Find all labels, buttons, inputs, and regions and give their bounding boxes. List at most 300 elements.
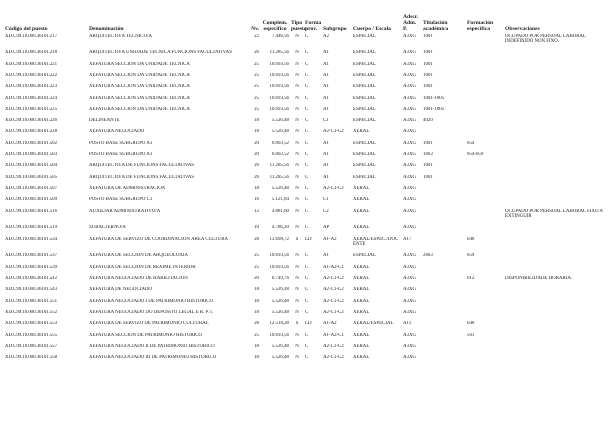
cell-forma: C	[305, 73, 309, 78]
table-row	[4, 73, 610, 84]
cell-adscripcion: A3XG	[403, 309, 417, 315]
table-row	[4, 50, 610, 61]
cell-denominacion: XEFATURA SECCIÓN DA UNIDADE TÉCNICA	[89, 106, 190, 112]
cell-nivel: 26	[254, 163, 259, 169]
cell-denominacion: XEFATURA NEGOCIADO	[89, 129, 145, 135]
cell-cuerpo: XERAL	[353, 129, 370, 135]
cell-subgrupo: A1-A2-C1	[323, 264, 344, 270]
table-row	[4, 253, 610, 264]
header-adscripcion	[402, 14, 422, 34]
cell-subgrupo: A1	[323, 106, 329, 112]
cell-denominacion: POSTO BASE SUBGRUPO A1	[89, 152, 153, 158]
cell-nivel: 20	[254, 152, 259, 158]
cell-complemento: 5.526,48	[271, 298, 289, 304]
cell-denominacion: XEFATURA DE SERVIZO DE PATRIMONIO CULTURAL	[89, 321, 209, 327]
cell-subgrupo: A1	[323, 61, 329, 67]
cell-complemento: 5.526,48	[271, 287, 289, 293]
cell-forma: C	[305, 140, 309, 146]
cell-formacion	[466, 209, 504, 226]
cell-observaciones	[504, 118, 610, 129]
cell-observaciones: OCUPADO POR PERSOAL LABORAL INDEFINIDO NON FIXO.	[505, 33, 586, 45]
cell-adscripcion: A3XG	[403, 129, 417, 135]
cell-forma: C	[305, 298, 309, 304]
cell-formacion	[466, 73, 504, 84]
cell-forma: C	[305, 163, 309, 169]
cell-denominacion: XEFATURA SECCIÓN DA UNIDADE TÉCNICA	[89, 61, 190, 67]
cell-titulacion	[422, 310, 466, 321]
cell-cuerpo: XERAL	[353, 185, 370, 191]
cell-forma: C	[305, 276, 309, 282]
table-row	[4, 84, 610, 95]
cell-cuerpo: XERAL	[353, 264, 370, 270]
cell-observaciones	[504, 62, 610, 73]
header-tipo-line1: Tipo	[291, 20, 303, 27]
cell-observaciones	[504, 344, 610, 355]
cell-observaciones	[504, 96, 610, 107]
cell-codigo: XD.C99.10.000.36101.555	[5, 332, 57, 338]
cell-titulacion	[422, 186, 466, 197]
cell-forma: C	[305, 61, 309, 67]
header-forma	[304, 14, 322, 34]
cell-denominacion: XEFATURA DE NEGOCIADO	[89, 287, 152, 293]
table-row	[4, 197, 610, 208]
cell-observaciones	[504, 333, 610, 344]
cell-cuerpo: ESPECIAL	[353, 95, 376, 101]
cell-forma: C	[305, 129, 309, 135]
cell-subgrupo: C2	[323, 208, 329, 214]
cell-denominacion: XEFATURA DE SECCIÓN DE ARQUEOLOXÍA	[89, 253, 189, 259]
cell-cuerpo: ESPECIAL	[353, 84, 376, 90]
cell-nivel: 20	[254, 276, 259, 282]
cell-formacion	[466, 186, 504, 197]
cell-nivel: 28	[254, 321, 259, 327]
header-tipo	[290, 14, 307, 34]
cell-tipo: N	[295, 61, 299, 67]
cell-complemento: 10.693,56	[269, 264, 289, 270]
cell-titulacion	[422, 276, 466, 287]
cell-subgrupo: A2-C1-C2	[323, 298, 344, 304]
cell-adscripcion: A3XG	[403, 73, 417, 78]
cell-cuerpo: XERAL	[353, 208, 370, 214]
cell-tipo: N	[295, 50, 299, 56]
cell-complemento: 6.003,52	[271, 140, 289, 146]
cell-forma: C	[305, 174, 309, 180]
cell-codigo: XD.C99.10.000.36101.504	[5, 163, 57, 169]
cell-subgrupo: A2-C1-C2	[323, 185, 344, 191]
cell-codigo: XD.C99.10.000.36101.509	[5, 197, 57, 203]
cell-titulacion	[422, 333, 466, 344]
cell-adscripcion: A3XG	[403, 287, 417, 293]
cell-adscripcion: A3XG	[403, 355, 417, 361]
cell-complemento: 4.881,60	[271, 208, 289, 214]
cell-nivel: 18	[254, 287, 259, 293]
cell-forma: C	[305, 152, 309, 158]
cell-complemento: 11.285,56	[269, 174, 289, 180]
cell-complemento: 10.693,56	[269, 332, 289, 338]
cell-cuerpo: ESPECIAL	[353, 61, 376, 67]
cell-titulacion	[422, 321, 466, 332]
header-forma-line2: prov.	[305, 26, 318, 33]
cell-cuerpo: ESPECIAL	[353, 253, 376, 259]
cell-tipo: N	[295, 174, 299, 180]
table-row	[4, 225, 610, 236]
cell-tipo: N	[295, 197, 299, 203]
cell-adscripcion: A3XG	[403, 140, 417, 146]
cell-nivel: 18	[254, 118, 259, 124]
cell-denominacion: XEFATURA SECCIÓN DA UNIDADE TÉCNICA	[89, 95, 190, 101]
cell-nivel: 26	[254, 174, 259, 180]
cell-denominacion: XEFATURA NEGOCIADO DE HABILITACIÓN	[89, 276, 188, 282]
cell-adscripcion: A3XG	[403, 33, 417, 39]
cell-formacion	[466, 225, 504, 236]
cell-denominacion: XEFATURA DE ADMINISTRACIÓN	[89, 185, 166, 191]
cell-tipo: N	[295, 298, 299, 304]
cell-complemento: 5.526,48	[271, 185, 289, 191]
cell-codigo: XD.C99.10.000.36101.553	[5, 321, 57, 327]
cell-subgrupo: A2-C1-C2	[323, 355, 344, 361]
table-row	[4, 141, 610, 152]
cell-subgrupo: A1	[323, 84, 329, 90]
cell-denominacion: XEFATURA NEGOCIADO DO DEPÓSITO LEGAL E R. P. I.	[89, 309, 213, 315]
cell-nivel: 25	[254, 61, 259, 67]
cell-codigo: XD.C99.10.000.36101.537	[5, 253, 57, 259]
cell-cuerpo: XERAL/ESPECIAL	[353, 321, 394, 327]
cell-cuerpo: ESPECIAL	[353, 50, 376, 56]
cell-cuerpo: ESPECIAL	[353, 163, 376, 169]
cell-codigo: XD.C99.10.000.36101.225	[5, 106, 57, 112]
header-titulacion-line2: académica	[423, 26, 449, 33]
header-tipo-line2: puesto	[291, 26, 307, 33]
table-row	[4, 96, 610, 107]
cell-formacion: 640	[467, 236, 475, 242]
cell-complemento: 6.749,76	[271, 276, 289, 282]
cell-cuerpo: ESPECIAL	[353, 152, 376, 158]
cell-titulacion: 1001	[423, 61, 433, 67]
cell-codigo: XD.C99.10.000.36101.228	[5, 129, 57, 135]
cell-observaciones	[504, 141, 610, 152]
cell-complemento: 10.693,56	[269, 253, 289, 259]
cell-complemento: 5.526,48	[271, 343, 289, 349]
cell-formacion	[466, 344, 504, 355]
cell-nivel: 18	[254, 298, 259, 304]
cell-titulacion: 1001	[423, 140, 433, 146]
cell-adscripcion: A17	[403, 236, 412, 242]
table-row	[4, 62, 610, 73]
cell-adscripcion: A3XG	[403, 95, 417, 101]
cell-formacion: 012	[467, 276, 475, 282]
header-observaciones: Observaciones	[505, 26, 540, 33]
table-row	[4, 321, 610, 332]
header-codigo: Código del puesto	[5, 26, 48, 33]
positions-table	[4, 14, 610, 366]
cell-denominacion: POSTO BASE SUBGRUPO A1	[89, 140, 153, 146]
cell-tipo: N	[295, 287, 299, 293]
cell-formacion: 054	[467, 140, 475, 146]
cell-observaciones	[504, 355, 610, 366]
table-row	[4, 175, 610, 186]
header-adscripcion-line2: Adm. P.	[403, 20, 417, 33]
cell-adscripcion: A3XG	[403, 264, 417, 270]
cell-formacion: 501	[467, 332, 475, 338]
cell-subgrupo: A2-C1-C2	[323, 129, 344, 135]
cell-titulacion	[422, 237, 466, 254]
cell-observaciones	[504, 129, 610, 140]
cell-complemento: 6.003,52	[271, 152, 289, 158]
cell-tipo: N	[295, 309, 299, 315]
cell-complemento: 5.121,84	[271, 197, 289, 203]
cell-tipo: S	[295, 236, 299, 242]
cell-observaciones	[504, 321, 610, 332]
cell-nivel: 12	[254, 208, 259, 214]
cell-codigo: XD.C99.10.000.36101.503	[5, 152, 57, 158]
cell-complemento: 5.526,48	[271, 309, 289, 315]
cell-adscripcion: A3XG	[403, 332, 417, 338]
cell-subgrupo: A1	[323, 95, 329, 101]
cell-denominacion: ARQUITECTO/A DE FUNCIÓNS FACULTATIVAS	[89, 163, 194, 169]
cell-cuerpo: ESPECIAL	[353, 140, 376, 146]
cell-tipo: S	[295, 321, 299, 327]
cell-forma: C	[305, 343, 309, 349]
cell-titulacion: 1001	[423, 50, 433, 56]
cell-observaciones	[504, 287, 610, 298]
cell-titulacion: 2663	[423, 253, 433, 259]
cell-nivel: 25	[254, 95, 259, 101]
cell-titulacion	[422, 197, 466, 208]
table-row	[4, 186, 610, 197]
cell-denominacion: SUBALTERNO/A	[89, 225, 126, 231]
cell-formacion	[466, 197, 504, 208]
cell-forma: LD	[305, 236, 312, 242]
cell-adscripcion: A3XG	[403, 185, 417, 191]
cell-complemento: 12.518,28	[269, 321, 289, 327]
cell-tipo: N	[295, 129, 299, 135]
table-header-row	[4, 14, 610, 34]
cell-observaciones	[504, 253, 610, 264]
cell-tipo: N	[295, 343, 299, 349]
cell-forma: C	[305, 106, 309, 112]
cell-observaciones	[504, 265, 610, 276]
cell-tipo: N	[295, 95, 299, 101]
cell-tipo: N	[295, 332, 299, 338]
cell-nivel: 25	[254, 253, 259, 259]
table-row	[4, 333, 610, 344]
header-formacion-line1: Formación	[467, 20, 494, 27]
cell-titulacion: 1001	[423, 33, 433, 39]
cell-nivel: 16	[254, 197, 259, 203]
cell-nivel: 25	[254, 264, 259, 270]
cell-adscripcion: A3XG	[403, 61, 417, 67]
table-row	[4, 344, 610, 355]
cell-denominacion: AUXILIAR ADMINISTRATIVO/A	[89, 208, 161, 214]
cell-forma: C	[305, 355, 309, 361]
header-formacion	[466, 14, 504, 34]
cell-observaciones	[504, 175, 610, 186]
header-nivel: Nv.	[251, 26, 259, 33]
cell-cuerpo: XERAL	[353, 343, 370, 349]
cell-tipo: N	[295, 185, 299, 191]
cell-nivel: 25	[254, 73, 259, 78]
cell-titulacion: 1001	[423, 174, 433, 180]
cell-nivel: 10	[254, 225, 259, 231]
cell-cuerpo: XERAL	[353, 355, 370, 361]
cell-complemento: 13.698,72	[269, 236, 289, 242]
cell-nivel: 25	[254, 332, 259, 338]
cell-adscripcion: A3XG	[403, 152, 417, 158]
cell-codigo: XD.C99.10.000.36101.558	[5, 355, 57, 361]
cell-adscripcion: A3XG	[403, 225, 417, 231]
cell-forma: C	[305, 287, 309, 293]
cell-observaciones	[504, 237, 610, 254]
cell-adscripcion: A3XG	[403, 253, 417, 259]
cell-denominacion: XEFATURA NEGOCIADO III DE PATRIMONIO HISTÓRICO	[89, 355, 217, 361]
cell-cuerpo: XERAL	[353, 197, 370, 203]
cell-forma: C	[305, 253, 309, 259]
cell-forma: C	[305, 225, 309, 231]
cell-observaciones	[504, 50, 610, 61]
cell-observaciones	[504, 310, 610, 321]
table-row	[4, 299, 610, 310]
table-row	[4, 152, 610, 163]
cell-observaciones	[504, 299, 610, 310]
cell-subgrupo: C1	[323, 197, 329, 203]
cell-formacion	[466, 287, 504, 298]
table-row	[4, 237, 610, 254]
cell-nivel: 18	[254, 355, 259, 361]
header-titulacion	[422, 14, 466, 34]
header-cuerpo: Cuerpo / Escala	[353, 26, 391, 33]
cell-observaciones	[504, 84, 610, 95]
cell-subgrupo: A2-C1-C2	[323, 309, 344, 315]
cell-formacion	[466, 129, 504, 140]
cell-complemento: 11.285,56	[269, 50, 289, 56]
cell-adscripcion: A3XG	[403, 84, 417, 90]
cell-codigo: XD.C99.10.000.36101.218	[5, 50, 57, 56]
cell-adscripcion: A3XG	[403, 174, 417, 180]
cell-formacion	[466, 50, 504, 61]
cell-titulacion	[422, 129, 466, 140]
header-subgrupo: Subgrupo	[323, 26, 347, 33]
cell-codigo: XD.C99.10.000.36101.505	[5, 174, 57, 180]
cell-codigo: XD.C99.10.000.36101.221	[5, 61, 57, 67]
cell-formacion	[466, 163, 504, 174]
cell-adscripcion: A3XG	[403, 298, 417, 304]
cell-tipo: N	[295, 225, 299, 231]
cell-formacion	[466, 175, 504, 186]
cell-nivel: 20	[254, 140, 259, 146]
cell-adscripcion: A3XG	[403, 343, 417, 349]
cell-titulacion: 4020	[423, 118, 433, 124]
cell-forma: C	[305, 197, 309, 203]
cell-titulacion: 1001	[423, 163, 433, 169]
cell-formacion	[466, 299, 504, 310]
cell-formacion: 059	[467, 253, 475, 259]
cell-cuerpo: ESPECIAL	[353, 73, 376, 78]
cell-codigo: XD.C99.10.000.36101.502	[5, 140, 57, 146]
cell-codigo: XD.C99.10.000.36101.217	[5, 33, 57, 39]
cell-formacion: 054-059	[467, 152, 484, 158]
cell-cuerpo: ESPECIAL	[353, 106, 376, 112]
table-row	[4, 287, 610, 298]
cell-titulacion	[422, 344, 466, 355]
cell-denominacion: XEFATURA NEGOCIADO II DE PATRIMONIO HISTÓRICO	[89, 343, 215, 349]
cell-adscripcion: A3XG	[403, 208, 417, 214]
cell-complemento: 10.693,56	[269, 95, 289, 101]
cell-forma: C	[305, 33, 309, 39]
cell-observaciones	[504, 197, 610, 208]
cell-forma: C	[305, 309, 309, 315]
cell-cuerpo: XERAL	[353, 309, 370, 315]
cell-formacion	[466, 265, 504, 276]
table-row	[4, 107, 610, 118]
cell-nivel: 28	[254, 236, 259, 242]
cell-nivel: 26	[254, 50, 259, 56]
cell-denominacion: ARQUITECTO/A TÉCNICO/A	[89, 33, 152, 39]
table-row	[4, 265, 610, 276]
cell-tipo: N	[295, 152, 299, 158]
cell-titulacion	[422, 209, 466, 226]
cell-codigo: XD.C99.10.000.36101.519	[5, 225, 57, 231]
cell-denominacion: XEFATURA SECCIÓN DA UNIDADE TÉCNICA	[89, 73, 190, 78]
cell-observaciones	[504, 225, 610, 236]
cell-formacion	[466, 355, 504, 366]
cell-tipo: N	[295, 118, 299, 124]
cell-subgrupo: A1	[323, 50, 329, 56]
cell-cuerpo: XERAL/ESPEC./DOC ENTE	[353, 236, 399, 248]
cell-subgrupo: A2	[323, 33, 329, 39]
cell-formacion	[466, 118, 504, 129]
cell-complemento: 10.693,56	[269, 61, 289, 67]
cell-titulacion: 1663	[423, 152, 433, 158]
cell-complemento: 10.693,56	[269, 106, 289, 112]
cell-codigo: XD.C99.10.000.36101.539	[5, 264, 57, 270]
cell-forma: C	[305, 118, 309, 124]
cell-denominacion: ARQUITECTO/A DE FUNCIÓNS FACULTATIVAS	[89, 174, 194, 180]
cell-subgrupo: AP	[323, 225, 330, 231]
table-row	[4, 163, 610, 174]
cell-adscripcion: A3XG	[403, 197, 417, 203]
cell-tipo: N	[295, 253, 299, 259]
cell-formacion	[466, 107, 504, 118]
cell-observaciones	[504, 107, 610, 118]
header-complemento: Complem. específico	[262, 20, 288, 33]
cell-subgrupo: A1-A2	[323, 236, 337, 242]
cell-tipo: N	[295, 140, 299, 146]
cell-complemento: 5.526,48	[271, 129, 289, 135]
table-row	[4, 355, 610, 366]
cell-denominacion: POSTO BASE SUBGRUPO C1	[89, 197, 153, 203]
table-row	[4, 276, 610, 287]
cell-subgrupo: A1	[323, 152, 329, 158]
cell-nivel: 25	[254, 106, 259, 112]
cell-forma: C	[305, 264, 309, 270]
cell-adscripcion: A3XG	[403, 276, 417, 282]
header-formacion-line2: específica	[467, 26, 490, 33]
cell-subgrupo: A1	[323, 140, 329, 146]
cell-codigo: XD.C99.10.000.36101.551	[5, 298, 57, 304]
header-adscripcion-line1: Adscr.	[403, 14, 419, 20]
cell-forma: C	[305, 95, 309, 101]
cell-subgrupo: A1	[323, 253, 329, 259]
cell-codigo: XD.C99.10.000.36101.543	[5, 287, 57, 293]
cell-titulacion	[422, 225, 466, 236]
cell-cuerpo: ESPECIAL	[353, 174, 376, 180]
cell-complemento: 7.448,56	[271, 33, 289, 39]
cell-adscripcion: A3XG	[403, 50, 417, 56]
cell-subgrupo: A2-C1-C2	[323, 287, 344, 293]
cell-formacion: 640	[467, 321, 475, 327]
cell-formacion	[466, 96, 504, 107]
cell-codigo: XD.C99.10.000.36101.552	[5, 309, 57, 315]
